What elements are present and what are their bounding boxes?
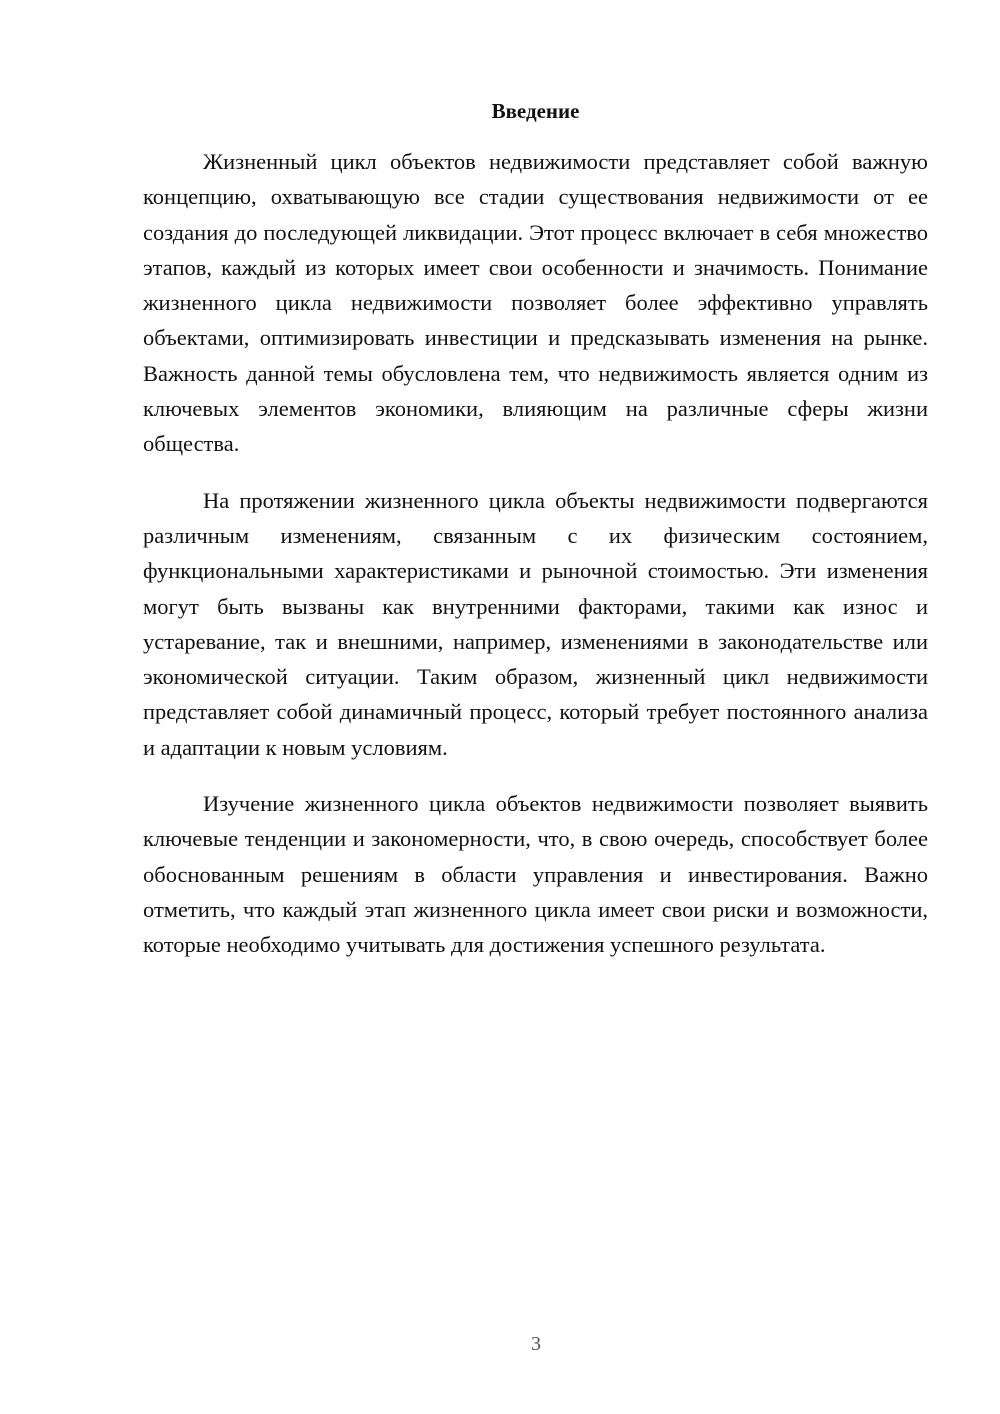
- paragraph-3: Изучение жизненного цикла объектов недвижимости позволяет выявить ключевые тенденции и закономерности, что, в свою очередь, способствует более обоснованным решениям в области управления и инвестирования. Важно отметить, что каждый этап жизненного цикла имеет свои риски и возможности, которые необходимо учитывать для достижения успешного результата.: [143, 791, 928, 958]
- page-content: [143, 96, 928, 984]
- paragraph-2: На протяжении жизненного цикла объекты недвижимости подвергаются различным изменениям, связанным с их физическим состоянием, функциональными характеристиками и рыночной стоимостью. Эти изменения могут быть вызваны как внутренними факторами, такими как износ и устаревание, так и внешними, например, изменениями в законодательстве или экономической ситуации. Таким образом, жизненный цикл недвижимости представляет собой динамичный процесс, который требует постоянного анализа и адаптации к новым условиям.: [143, 487, 928, 760]
- page-number: 3: [531, 1333, 541, 1355]
- paragraph-1: Жизненный цикл объектов недвижимости представляет собой важную концепцию, охватывающую все стадии существования недвижимости от ее создания до последующей ликвидации. Этот процесс включает в себя множество этапов, каждый из которых имеет свои особенности и значимость. Понимание жизненного цикла недвижимости позволяет более эффективно управлять объектами, оптимизировать инвестиции и предсказывать изменения на рынке. Важность данной темы обусловлена тем, что недвижимость является одним из ключевых элементов экономики, влияющим на различные сферы жизни общества.: [143, 149, 928, 457]
- section-title: Введение: [491, 99, 580, 123]
